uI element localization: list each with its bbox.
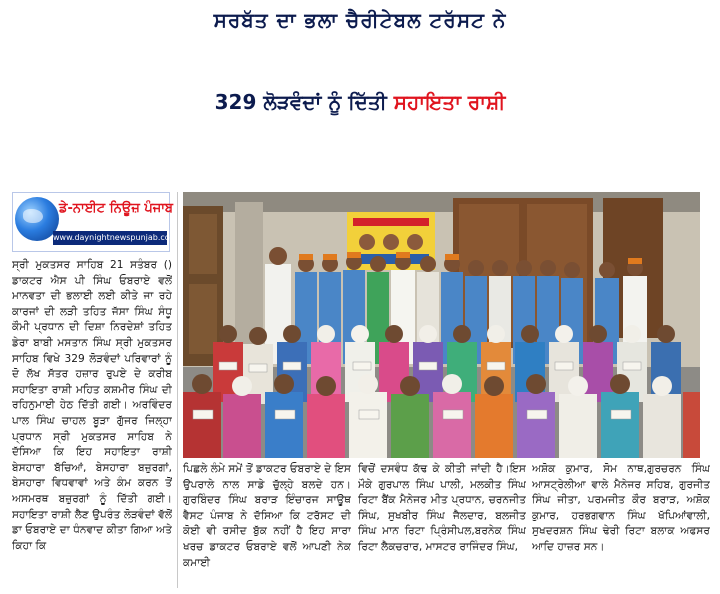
headline-line-2 <box>0 92 720 112</box>
headline-line-2-dark: 329 ਲੋੜਵੰਦਾਂ ਨੂੰ ਦਿੱਤੀ <box>214 90 387 114</box>
article-column-2: ਪਿਛਲੇ ਲੰਮੇ ਸਮੇਂ ਤੋਂ ਡਾਕਟਰ ਓਬਰਾਏ ਦੇ ਇਸ ਉਪਰਾਲੇ ਨਾਲ ਸਾਡੇ ਚੁੱਲ੍ਹੇ ਬਲਦੇ ਹਨ। ਗੁਰਬਿੰਦਰ ਸਿੰਘ ਬਰਾੜ ਇੰਚਾਰਜ ਸਾਊਥ ਵੈਸਟ ਪੰਜਾਬ ਨੇ ਦੱਸਿਆ ਕਿ ਟਰੱਸਟ ਦੀ ਕੋਈ ਵੀ ਰਸੀਦ ਬੁੱਕ ਨਹੀਂ ਹੈ ਇਹ ਸਾਰਾ ਖਰਚ ਡਾਕਟਰ ਓਬਰਾਏ ਵਲੋਂ ਆਪਣੀ ਨੇਕ ਕਮਾਈ <box>183 463 351 569</box>
column-divider <box>177 192 178 588</box>
logo-url: www.daynightnewspunjab.com <box>53 231 167 245</box>
article-column-4: ਅਸ਼ੋਕ ਕੁਮਾਰ, ਸੋਮ ਨਾਥ,ਗੁਰਚਰਨ ਸਿੰਘ ਆਸਟ੍ਰੇਲੀਆ ਵਾਲੇ ਮੈਨੇਜਰ ਸਹਿਬ, ਗੁਰਜੀਤ ਸਿੰਘ ਜੀਤਾ, ਪਰਮਜੀਤ ਕੌਰ ਬਰਾੜ, ਅਸ਼ੋਕ ਕੁਮਾਰ, ਹਰਭਗਵਾਨ ਸਿੰਘ ਖੱਪਿਆਂਵਾਲੀ, ਸੁਖਦਰਸ਼ਨ ਸਿੰਘ ਢੇਰੀ ਰਿਟਾ ਬਲਾਕ ਅਫਸਰ ਆਦਿ ਹਾਜ਼ਰ ਸਨ। <box>532 463 710 553</box>
newspaper-logo <box>12 192 178 252</box>
article-column-3: ਵਿਚੋਂ ਦਸਵੰਧ ਕੱਢ ਕੇ ਕੀਤੀ ਜਾਂਦੀ ਹੈ।ਇਸ ਮੌਕੇ ਗੁਰਪਾਲ ਸਿੰਘ ਪਾਲੀ, ਮਲਕੀਤ ਸਿੰਘ ਰਿਟਾ ਬੈਂਕ ਮੈਨੇਜਰ ਮੀਤ ਪ੍ਰਧਾਨ, ਚਰਨਜੀਤ ਸਿੰਘ, ਸੁਖਬੀਰ ਸਿੰਘ ਜੈਲਦਾਰ, ਬਲਜੀਤ ਸਿੰਘ ਮਾਨ ਰਿਟਾ ਪ੍ਰਿੰਸੀਪਲ,ਬਰਨੇਕ ਸਿੰਘ ਰਿਟਾ ਲੈਕਚਰਾਰ, ਮਾਸਟਰ ਰਾਜਿੰਦਰ ਸਿੰਘ, <box>358 463 526 553</box>
logo-name: ਡੇ-ਨਾਈਟ ਨਿਊਜ਼ ਪੰਜਾਬ <box>59 201 174 216</box>
article-column-1: ਸ੍ਰੀ ਮੁਕਤਸਰ ਸਾਹਿਬ 21 ਸਤੰਬਰ () ਡਾਕਟਰ ਐਸ ਪੀ ਸਿੰਘ ਓਬਰਾਏ ਵਲੋਂ ਮਾਨਵਤਾ ਦੀ ਭਲਾਈ ਲਈ ਕੀਤੇ ਜਾ ਰਹੇ ਕਾਰਜਾਂ ਦੀ ਲੜੀ ਤਹਿਤ ਜੱਸਾ ਸਿੰਘ ਸੰਧੂ ਕੌਮੀ ਪ੍ਰਧਾਨ ਦੀ ਦਿਸ਼ਾ ਨਿਰਦੇਸ਼ਾਂ ਤਹਿਤ ਡੇਰਾ ਬਾਬੀ ਮਸਤਾਨ ਸਿੰਘ ਸ੍ਰੀ ਮੁਕਤਸਰ ਸਾਹਿਬ ਵਿਖੇ 329 ਲੋੜਵੰਦਾਂ ਪਰਿਵਾਰਾਂ ਨੂੰ ਦੋ ਲੱਖ ਸੱਤਰ ਹਜ਼ਾਰ ਰੁਪਏ ਦੇ ਕਰੀਬ ਸਹਾਇਤਾ ਰਾਸ਼ੀ ਮਹਿਤ ਕਸ਼ਮੀਰ ਸਿੰਘ ਦੀ ਰਹਿਨੁਮਾਈ ਹੇਠ ਦਿੱਤੀ ਗਈ। ਅਰਵਿੰਦਰ ਪਾਲ ਸਿੰਘ ਚਾਹਲ ਬੂੜਾ ਗੁੱਜਰ ਜਿਲ੍ਹਾ ਪ੍ਰਧਾਨ ਸ੍ਰੀ ਮੁਕਤਸਰ ਸਾਹਿਬ ਨੇ ਦੱਸਿਆ ਕਿ ਇਹ ਸਹਾਇਤਾ ਰਾਸ਼ੀ ਬੇਸਹਾਰਾ ਬੱਚਿਆਂ, ਬੇਸਹਾਰਾ ਬਜ਼ੁਰਗਾਂ, ਬੇਸਹਾਰਾ ਵਿਧਵਾਵਾਂ ਅਤੇ ਕੰਮ ਕਰਨ ਤੋਂ ਅਸਮਰਥ ਬਜ਼ੁਰਗਾਂ ਨੂੰ ਦਿੱਤੀ ਗਈ। ਸਹਾਇਤਾ ਰਾਸ਼ੀ ਲੈਣ ਉਪਰੰਤ ਲੋੜਵੰਦਾਂ ਵੱਲੋਂ ਡਾ ਓਬਰਾਏ ਦਾ ਧੰਨਵਾਦ ਕੀਤਾ ਗਿਆ ਅਤੇ ਕਿਹਾ ਕਿ <box>12 259 172 552</box>
group-photo <box>183 192 700 458</box>
headline-line-2-red: ਸਹਾਇਤਾ ਰਾਸ਼ੀ <box>393 90 506 114</box>
headline-line-1: ਸਰਬੱਤ ਦਾ ਭਲਾ ਚੈਰੀਟੇਬਲ ਟਰੱਸਟ ਨੇ <box>213 8 507 32</box>
group-photo-illustration <box>183 192 700 458</box>
